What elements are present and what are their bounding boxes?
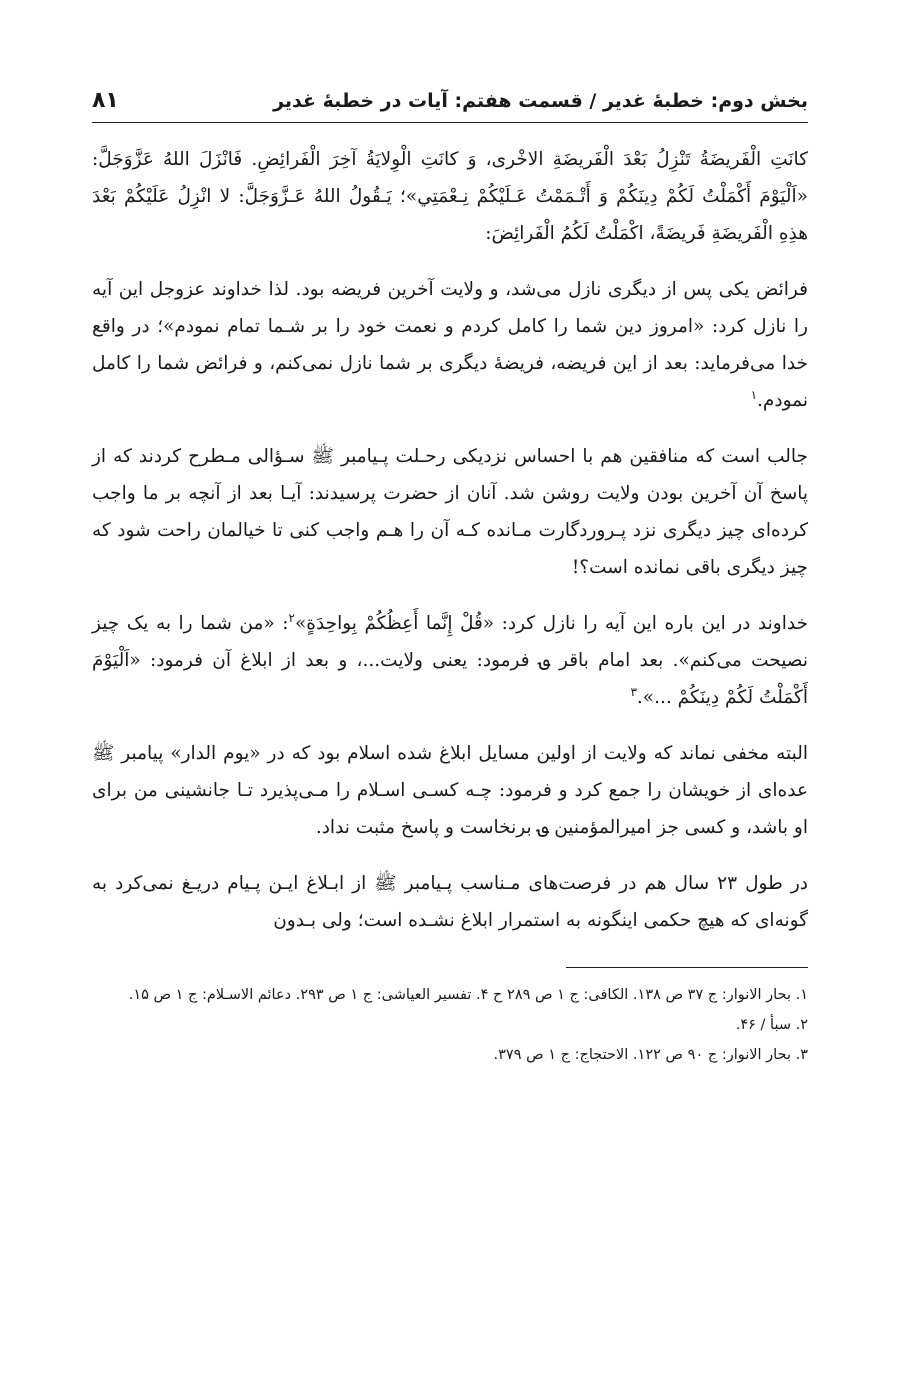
- paragraph: [92, 605, 808, 716]
- paragraph: [92, 438, 808, 586]
- page-number: ۸۱: [92, 88, 119, 113]
- footnote-item: ۲. سبأ / ۴۶.: [735, 1017, 808, 1033]
- arabic-hadith-paragraph: [92, 141, 808, 252]
- paragraph-text: جالب است که منافقین هم با احساس نزدیکی رحـلت پـیامبر ﷺ سـؤالی مـطرح کردند که از پاسخ آن آخرین بودن ولایت روشن شد. آنان از حضرت پرسیدند: آیـا بعد از آنچه بر ما واجب کرده‌ای چیز دیگری نزد پـروردگارت مـانده کـه آن را هـم واجب کنی تا خیالمان راحت شود که چیز دیگری باقی نمانده است؟!: [92, 446, 808, 578]
- footnote-divider: [566, 967, 808, 968]
- paragraph: [92, 865, 808, 939]
- book-page: [92, 70, 808, 1370]
- footnote-item: ۱. بحار الانوار: ج ۳۷ ص ۱۳۸. الکافی: ج ۱ ص ۲۸۹ ح ۴. تفسیر العیاشی: ج ۱ ص ۲۹۳. دعائم الاسـلام: ج ۱ ص ۱۵.: [128, 987, 808, 1003]
- paragraph-text: خداوند در این باره این آیه را نازل کرد: «قُلْ إِنَّما أَعِظُكُمْ بِواحِدَةٍ»: [294, 613, 808, 634]
- footnotes: [92, 980, 808, 1070]
- paragraph-text: فرائض یکی پس از دیگری نازل می‌شد، و ولایت آخرین فریضه بود. لذا خداوند عزوجل این آیه را نازل کرد: «امروز دین شما را کامل کردم و نعمت خود را بر شـما تمام نمودم»؛ در واقع خدا می‌فرماید: بعد از این فریضه، فریضهٔ دیگری بر شما نازل نمی‌کنم، و فرائض شما را کامل نمودم.: [92, 279, 808, 411]
- footnote-reference[interactable]: ۲: [288, 610, 295, 625]
- paragraph-text: : «من شما را به یک چیز نصیحت می‌کنم». بعد امام باقر ؈ فرمود: یعنی ولایت...، و بعد از ابلاغ آن فرمود: «اَلْيَوْمَ أَكْمَلْتُ لَكُمْ دِينَكُمْ ...».: [92, 613, 808, 708]
- page-header: [92, 70, 808, 123]
- paragraph-text: كانَتِ الْفَريضَةُ تَنْزِلُ بَعْدَ الْفَريضَةِ الاخْرى، وَ كانَتِ الْوِلايَةُ آخِرَ الْفَرائِضِ. فَانْزَلَ اللهُ عَزَّوَجَلَّ: «اَلْيَوْمَ أَكْمَلْتُ لَكُمْ دِينَكُمْ وَ أَتْـمَمْتُ عَـلَيْكُمْ نِـعْمَتِي»؛ يَـقُولُ اللهُ عَـزَّوَجَلَّ: لا انْزِلُ عَلَيْكُمْ بَعْدَ هذِهِ الْفَريضَةِ فَريضَةً، اكْمَلْتُ لَكُمُ الْفَرائِضَ:: [92, 149, 808, 244]
- page-body: [92, 141, 808, 939]
- footnote-reference[interactable]: ۱: [750, 387, 758, 402]
- paragraph: [92, 735, 808, 846]
- running-title: بخش دوم: خطبهٔ غدیر / قسمت هفتم: آیات در خطبهٔ غدیر: [273, 90, 808, 112]
- paragraph-text: البته مخفی نماند که ولایت از اولین مسایل ابلاغ شده اسلام بود که در «یوم الدار» پیامبر ﷺ عده‌ای از خویشان را جمع کرد و فرمود: چـه کسـی اسـلام را مـی‌پذیرد تـا جانشینی من برای او باشد، و کسی جز امیرالمؤمنین ؈ برنخاست و پاسخ مثبت نداد.: [92, 743, 808, 838]
- paragraph-text: در طول ۲۳ سال هم در فرصت‌های مـناسب پـیامبر ﷺ از ابـلاغ ایـن پـیام دریـغ نمی‌کرد به گونه‌ای که هیچ حکمی اینگونه به استمرار ابلاغ نشـده است؛ ولی بـدون: [92, 873, 809, 931]
- footnote-reference[interactable]: ۳: [630, 684, 637, 699]
- footnote-item: ۳. بحار الانوار: ج ۹۰ ص ۱۲۲. الاحتجاج: ج ۱ ص ۳۷۹.: [493, 1047, 808, 1063]
- paragraph: [92, 271, 808, 419]
